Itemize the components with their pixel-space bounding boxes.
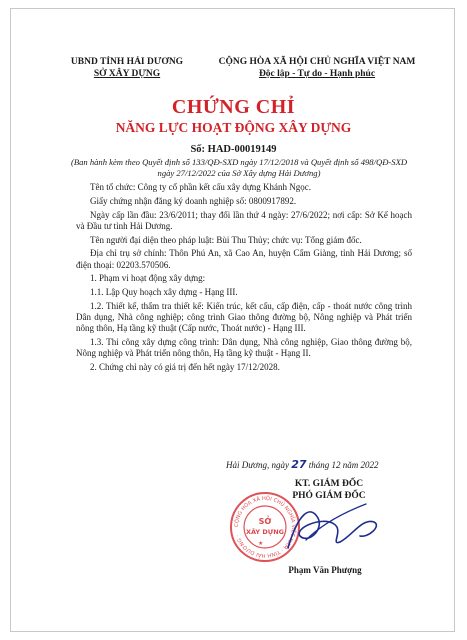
authority-department: SỞ XÂY DỰNG bbox=[93, 69, 161, 79]
issuing-authority bbox=[52, 56, 202, 80]
motto-line: Độc lập - Tự do - Hạnh phúc bbox=[258, 69, 376, 79]
registration-dates: Ngày cấp lần đầu: 23/6/2011; thay đổi lần thứ 4 ngày: 27/6/2022; nơi cấp: Sở Kế hoạch và Đầu tư tỉnh Hải Dương. bbox=[76, 209, 412, 231]
issue-date-line bbox=[226, 458, 426, 471]
seal-center-line-1: SỞ bbox=[258, 517, 272, 526]
seal-ring-text: CỘNG HÒA XÃ HỘI CHỦ NGHĨA VIỆT NAM · TỈNH HẢI DƯƠNG · bbox=[233, 495, 297, 559]
document-subtitle: NĂNG LỰC HOẠT ĐỘNG XÂY DỰNG bbox=[115, 120, 352, 135]
date-prefix: Hải Dương, ngày bbox=[226, 460, 289, 470]
legal-representative: Tên người đại diện theo pháp luật: Bùi Thu Thủy; chức vụ: Tổng giám đốc. bbox=[90, 234, 362, 245]
org-name: Tên tổ chức: Công ty cổ phần kết cấu xây dựng Khánh Ngọc. bbox=[90, 182, 311, 192]
head-office-address: Địa chỉ trụ sở chính: Thôn Phú An, xã Cao An, huyện Cẩm Giàng, tỉnh Hải Dương; số điện thoại: 02203.570506. bbox=[76, 248, 412, 270]
country-name: CỘNG HÒA XÃ HỘI CHỦ NGHĨA VIỆT NAM bbox=[218, 57, 416, 67]
validity-statement: 2. Chứng chỉ này có giá trị đến hết ngày 17/12/2028. bbox=[90, 362, 280, 373]
certificate-number: Số: HAD-00019149 bbox=[190, 144, 277, 155]
date-suffix: tháng 12 năm 2022 bbox=[308, 460, 379, 470]
document-title: CHỨNG CHỈ bbox=[171, 96, 296, 118]
authority-province: UBND TỈNH HẢI DƯƠNG bbox=[70, 57, 184, 67]
scope-item-2: 1.2. Thiết kế, thẩm tra thiết kế: Kiến trúc, kết cấu, cấp điện, cấp - thoát nước công trình Dân dụng, Nhà công nghiệp; công trình Giao thông đường bộ, Nông nghiệp và Phát triển nông thôn, Hạ tầng kỹ thuật (Cấp nước, Thoát nước) - Hạng III. bbox=[76, 300, 412, 334]
certificate-body bbox=[76, 182, 412, 376]
seal-center-line-2: XÂY DỰNG bbox=[246, 528, 284, 536]
seal-star-icon: ★ bbox=[258, 540, 264, 547]
signatory-role-2: PHÓ GIÁM ĐỐC bbox=[292, 491, 366, 501]
signatory-role-1: KT. GIÁM ĐỐC bbox=[294, 479, 364, 489]
issuance-note: (Ban hành kèm theo Quyết định số 133/QĐ-SXD ngày 17/12/2018 và Quyết định số 498/QĐ-SXD ngày 27/12/2022 của Sở Xây dựng Hải Dương) bbox=[70, 157, 408, 178]
business-registration: Giấy chứng nhận đăng ký doanh nghiệp số: 0800917892. bbox=[90, 195, 297, 206]
scope-heading: 1. Phạm vi hoạt động xây dựng: bbox=[90, 273, 206, 284]
scope-item-3: 1.3. Thi công xây dựng công trình: Dân dụng, Nhà công nghiệp, Giao thông đường bộ, Nông nghiệp và Phát triển nông thôn, Hạ tầng kỹ thuật - Hạng II. bbox=[76, 337, 412, 359]
date-day-handwritten: 27 bbox=[291, 458, 307, 471]
signature-stroke bbox=[288, 512, 376, 548]
handwritten-signature bbox=[270, 496, 390, 566]
signer-name: Phạm Văn Phượng bbox=[288, 565, 362, 575]
national-motto bbox=[212, 56, 422, 80]
scope-item-1: 1.1. Lập Quy hoạch xây dựng - Hạng III. bbox=[90, 287, 238, 298]
